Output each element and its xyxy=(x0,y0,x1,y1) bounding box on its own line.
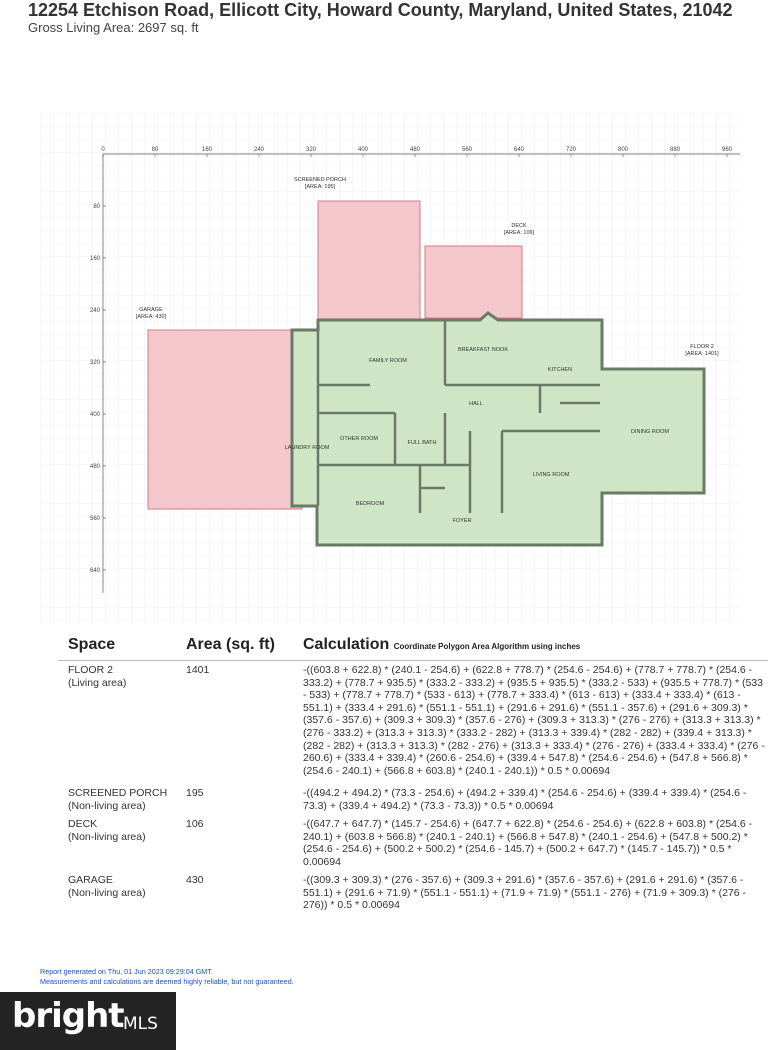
x-tick-label: 80 xyxy=(151,147,159,153)
screened-porch-area-label: [AREA: 195] xyxy=(304,184,336,190)
y-tick-label: 160 xyxy=(89,256,100,262)
garage-area xyxy=(148,330,302,509)
report-title: 12254 Etchison Road, Ellicott City, Howard County, Maryland, United States, 21042 xyxy=(28,0,733,20)
garage-area-label: [AREA: 430] xyxy=(135,314,167,320)
space-area: 195 xyxy=(186,787,204,799)
space-type: (Non-living area) xyxy=(68,799,146,812)
room-living-room: LIVING ROOM xyxy=(532,472,570,478)
space-name: GARAGE xyxy=(68,874,113,886)
x-tick-label: 640 xyxy=(513,147,525,153)
deck-area-label: [AREA: 106] xyxy=(503,230,535,236)
bright-mls-logo xyxy=(0,992,176,1050)
room-hall: HALL xyxy=(469,401,483,407)
space-calculation: -((603.8 + 622.8) * (240.1 - 254.6) + (622.8 + 778.7) * (254.6 - 254.6) + (778.7 + 778.7) * (254.6 - 333.2) + (778.7 + 935.5) * (333.2 - 333.2) + (935.5 + 935.5) * (333.2 - 533) + (935.5 + 778.7) * (533 - 533) + (778.7 + 778.7) * (533 - 613) + (778.7 + 333.4) * (613 - 613) + (333.4 + 333.4) * (613 - 551.1) + (333.4 + 291.6) * (551.1 - 551.1) + (291.6 + 291.6) * (551.1 - 357.6) + (291.6 + 309.3) * (357.6 - 357.6) + (309.3 + 309.3) * (357.6 - 276) + (309.3 + 313.3) * (276 - 276) + (313.3 + 313.3) * (276 - 333.2) + (313.3 + 313.3) * (333.2 - 282) + (313.3 + 339.4) * (282 - 282) + (339.4 + 313.3) * (282 - 282) + (313.3 + 313.3) * (282 - 276) + (313.3 + 333.4) * (276 - 276) + (333.4 + 333.4) * (276 - 260.6) + (333.4 + 339.4) * (260.6 - 254.6) + (339.4 + 547.8) * (254.6 - 254.6) + (547.8 + 566.8) * (254.6 - 240.1) + (566.8 + 603.8) * (240.1 - 240.1)) * 0.5 * 0.00694 xyxy=(303,664,765,777)
calculation-subtitle: Coordinate Polygon Area Algorithm using inches xyxy=(393,642,581,651)
x-tick-label: 240 xyxy=(253,147,265,153)
space-type: (Non-living area) xyxy=(68,830,146,843)
room-bedroom: BEDROOM xyxy=(355,501,385,507)
y-tick-label: 80 xyxy=(93,204,100,210)
space-type: (Living area) xyxy=(68,676,127,689)
disclaimer-note: Measurements and calculations are deemed highly reliable, but not guaranteed. xyxy=(40,977,294,986)
space-calculation: -((647.7 + 647.7) * (145.7 - 254.6) + (647.7 + 622.8) * (254.6 - 254.6) + (622.8 + 603.8) * (254.6 - 240.1) + (603.8 + 566.8) * (240.1 - 240.1) + (566.8 + 547.8) * (240.1 - 254.6) + (547.8 + 500.2) * (254.6 - 254.6) + (500.2 + 500.2) * (254.6 - 145.7) + (500.2 + 647.7) * (145.7 - 145.7)) * 0.5 * 0.00694 xyxy=(303,818,753,868)
space-calculation: -((494.2 + 494.2) * (73.3 - 254.6) + (494.2 + 339.4) * (254.6 - 254.6) + (339.4 + 339.4) * (254.6 - 73.3) + (339.4 + 494.2) * (73.3 - 73.3)) * 0.5 * 0.00694 xyxy=(303,787,747,812)
space-area: 106 xyxy=(186,818,204,830)
col-header-area: Area (sq. ft) xyxy=(186,636,275,653)
x-tick-label: 160 xyxy=(201,147,213,153)
logo-word: bright xyxy=(12,996,124,1036)
space-type: (Non-living area) xyxy=(68,886,146,899)
y-tick-label: 320 xyxy=(89,360,100,366)
garage-label: GARAGE xyxy=(139,307,163,313)
room-foyer: FOYER xyxy=(452,518,472,524)
report-footer xyxy=(40,967,294,987)
room-kitchen: KITCHEN xyxy=(547,367,573,373)
col-header-space: Space xyxy=(68,636,116,653)
space-name: DECK xyxy=(68,818,98,830)
x-tick-label: 0 xyxy=(101,147,105,153)
y-tick-label: 480 xyxy=(89,464,100,470)
floor-plan xyxy=(40,113,740,625)
calculation-title: Calculation xyxy=(303,636,390,653)
report-generated-note: Report generated on Thu, 01 Jun 2023 09:29:04 GMT. xyxy=(40,967,213,976)
deck-area xyxy=(425,246,522,318)
room-full-bath: FULL BATH xyxy=(407,440,437,446)
space-name: SCREENED PORCH xyxy=(68,787,168,799)
x-tick-label: 560 xyxy=(461,147,473,153)
gross-living-area: Gross Living Area: 2697 sq. ft xyxy=(28,20,199,35)
room-dining-room: DINING ROOM xyxy=(631,429,669,435)
x-tick-label: 400 xyxy=(357,147,369,153)
room-breakfast-nook: BREAKFAST NOOK xyxy=(457,347,509,353)
logo-mls: MLS xyxy=(123,1014,158,1034)
screened-porch-label: SCREENED PORCH xyxy=(294,177,346,183)
x-tick-label: 800 xyxy=(617,147,629,153)
space-name: FLOOR 2 xyxy=(68,664,113,676)
space-area: 430 xyxy=(186,874,204,886)
table-divider xyxy=(58,660,768,661)
room-family-room: FAMILY ROOM xyxy=(369,358,407,364)
x-tick-label: 880 xyxy=(669,147,681,153)
floor2-label: FLOOR 2 xyxy=(690,344,714,350)
x-tick-label: 720 xyxy=(565,147,577,153)
floor2-area-label: [AREA: 1401] xyxy=(685,351,719,357)
y-tick-label: 240 xyxy=(89,308,100,314)
x-tick-label: 480 xyxy=(409,147,421,153)
x-tick-label: 960 xyxy=(721,147,733,153)
space-area: 1401 xyxy=(186,664,210,676)
x-tick-label: 320 xyxy=(305,147,317,153)
screened-porch-area xyxy=(318,201,420,319)
col-header-calculation xyxy=(303,636,580,654)
y-tick-label: 640 xyxy=(89,568,100,574)
space-calculation: -((309.3 + 309.3) * (276 - 357.6) + (309.3 + 291.6) * (357.6 - 357.6) + (291.6 + 291.6) * (357.6 - 551.1) + (291.6 + 71.9) * (551.1 - 551.1) + (71.9 + 71.9) * (551.1 - 276) + (71.9 + 309.3) * (276 - 276)) * 0.5 * 0.00694 xyxy=(303,874,747,912)
room-laundry-room: LAUNDRY ROOM xyxy=(284,445,330,451)
y-tick-label: 400 xyxy=(89,412,100,418)
y-tick-label: 560 xyxy=(89,516,100,522)
room-other-room: OTHER ROOM xyxy=(340,436,378,442)
deck-label: DECK xyxy=(511,223,527,229)
